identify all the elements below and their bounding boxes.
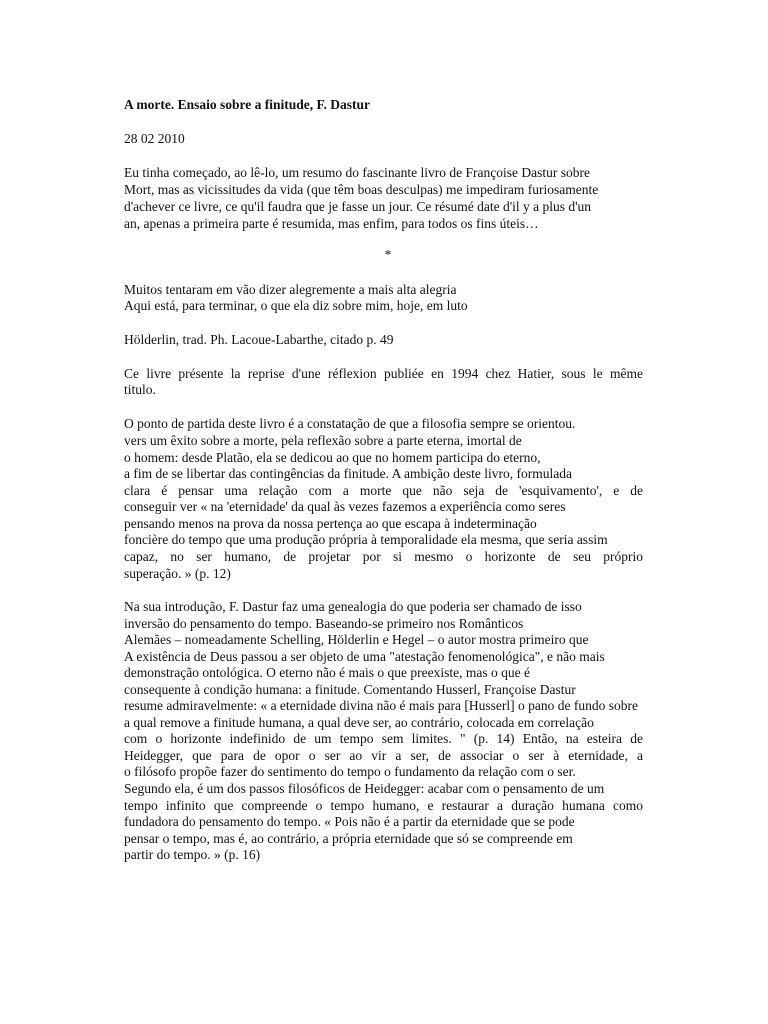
text-line: A existência de Deus passou a ser objeto de uma "atestação fenomenológica", e não mais <box>124 649 605 664</box>
text-line: inversão do pensamento do tempo. Baseando-se primeiro nos Românticos <box>124 616 524 631</box>
text-line: foncière do tempo que uma produção própria à temporalidade ela mesma, que seria assim <box>124 532 608 547</box>
poem-credit: Hölderlin, trad. Ph. Lacoue-Labarthe, citado p. 49 <box>124 332 394 347</box>
text-line: an, apenas a primeira parte é resumida, mas enfim, para todos os fins úteis… <box>124 216 539 231</box>
document-date: 28 02 2010 <box>124 131 185 146</box>
text-line: clara é pensar uma relação com a morte que não seja de 'esquivamento', e de <box>124 483 643 498</box>
text-line: pensando menos na prova da nossa pertença ao que escapa à indeterminação <box>124 516 537 531</box>
text-line: Mort, mas as vicissitudes da vida (que têm boas desculpas) me impediram furiosamente <box>124 182 599 197</box>
text-line: Alemães – nomeadamente Schelling, Hölderlin e Hegel – o autor mostra primeiro que <box>124 632 589 647</box>
text-line: vers um êxito sobre a morte, pela reflexão sobre a parte eterna, imortal de <box>124 433 522 448</box>
text-line: pensar o tempo, mas é, ao contrário, a própria eternidade que só se compreende em <box>124 831 573 846</box>
text-line: capaz, no ser humano, de projetar por si mesmo o horizonte de seu próprio <box>124 549 643 564</box>
text-line: fundadora do pensamento do tempo. « Pois não é a partir da eternidade que se pode <box>124 814 575 829</box>
text-line: partir do tempo. » (p. 16) <box>124 847 261 862</box>
poem-line: Aqui está, para terminar, o que ela diz sobre mim, hoje, em luto <box>124 298 468 313</box>
text-line: resume admiravelmente: « a eternidade divina não é mais para [Husserl] o pano de fundo sobre <box>124 698 638 713</box>
text-line: conseguir ver « na 'eternidade' da qual às vezes fazemos a experiência como seres <box>124 499 566 514</box>
text-line: o homem: desde Platão, ela se dedicou ao que no homem participa do eterno, <box>124 450 541 465</box>
text-line: O ponto de partida deste livro é a constatação de que a filosofia sempre se orientou. <box>124 416 576 431</box>
text-line: Segundo ela, é um dos passos filosóficos de Heidegger: acabar com o pensamento de um <box>124 781 605 796</box>
text-line: consequente à condição humana: a finitude. Comentando Husserl, Françoise Dastur <box>124 682 576 697</box>
text-line: com o horizonte indefinido de um tempo sem limites. " (p. 14) Então, na esteira de <box>124 731 643 746</box>
text-line: Na sua introdução, F. Dastur faz uma genealogia do que poderia ser chamado de isso <box>124 599 582 614</box>
text-line: d'achever ce livre, ce qu'il faudra que je fasse un jour. Ce résumé date d'il y a plus d'un <box>124 199 592 214</box>
text-line: Heidegger, que para de opor o ser ao vir a ser, de associar o ser à eternidade, a <box>124 748 643 763</box>
text-line: a fim de se libertar das contingências da finitude. A ambição deste livro, formulada <box>124 466 572 481</box>
text-line: titulo. <box>124 382 156 397</box>
text-line: Ce livre présente la reprise d'une réflexion publiée en 1994 chez Hatier, sous le même <box>124 366 643 381</box>
text-line: superação. » (p. 12) <box>124 566 231 581</box>
text-line: o filósofo propõe fazer do sentimento do tempo o fundamento da relação com o ser. <box>124 764 576 779</box>
text-line: tempo infinito que compreende o tempo humano, e restaurar a duração humana como <box>124 798 643 813</box>
text-line: demonstração ontológica. O eterno não é mais o que preexiste, mas o que é <box>124 665 530 680</box>
poem-line: Muitos tentaram em vão dizer alegremente a mais alta alegria <box>124 282 457 297</box>
text-line: a qual remove a finitude humana, a qual deve ser, ao contrário, colocada em correlação <box>124 715 594 730</box>
section-separator: * <box>384 247 392 262</box>
text-line: Eu tinha começado, ao lê-lo, um resumo do fascinante livro de Françoise Dastur sobre <box>124 165 590 180</box>
document-title: A morte. Ensaio sobre a finitude, F. Dastur <box>124 97 371 112</box>
